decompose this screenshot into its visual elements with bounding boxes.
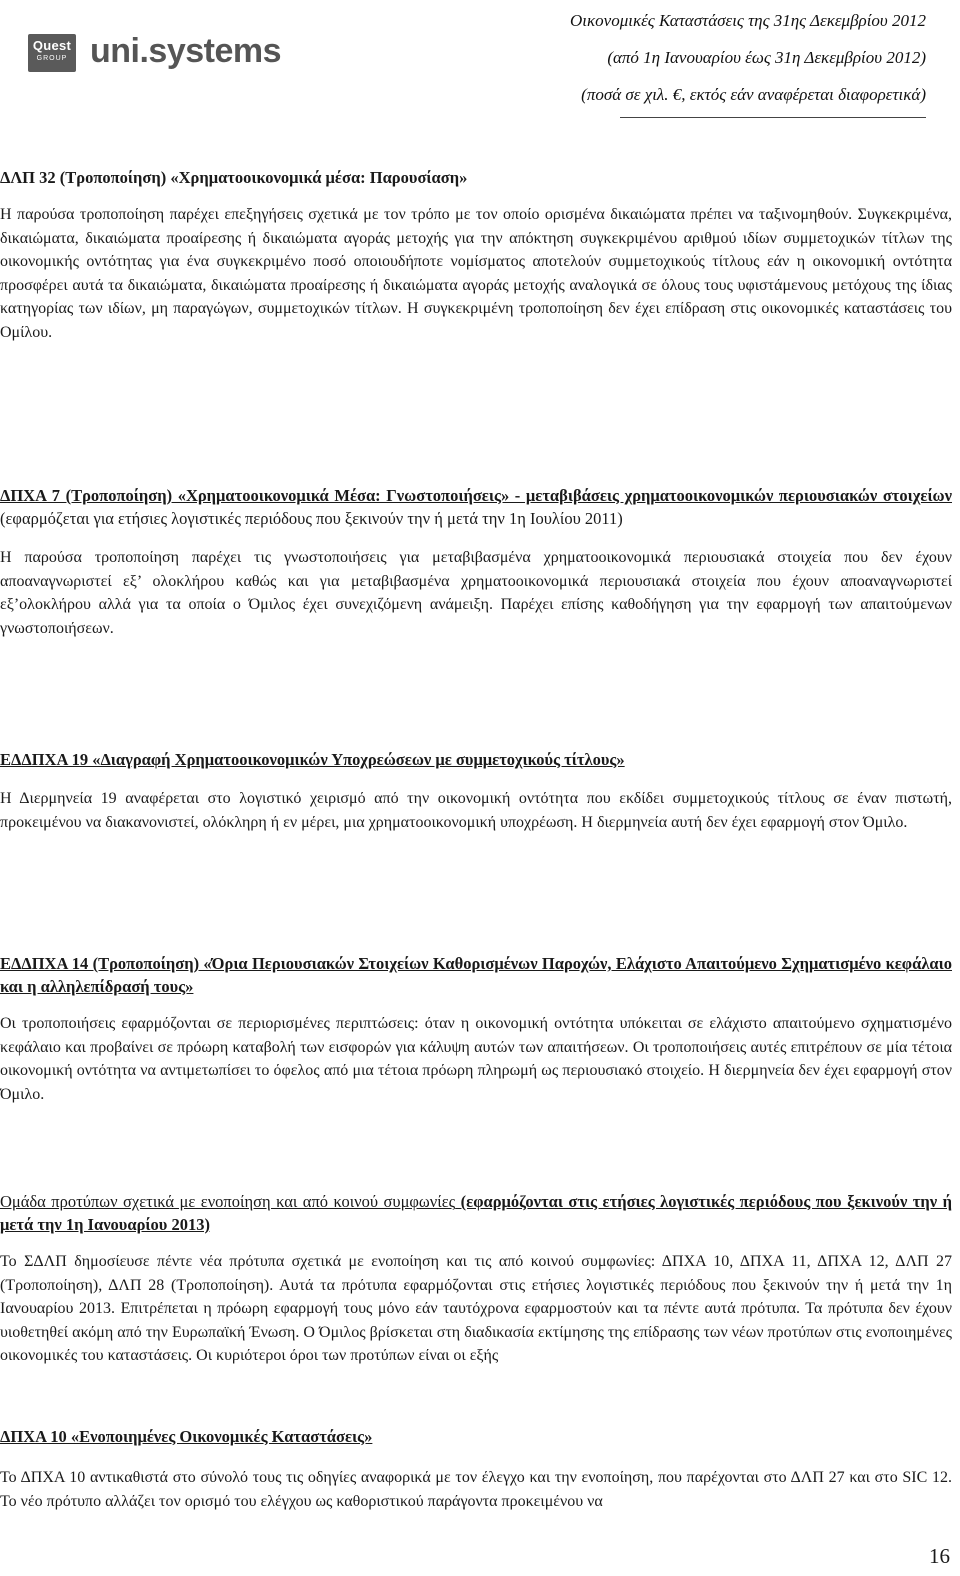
quest-group-logo <box>28 34 76 72</box>
section-body: Οι τροποποιήσεις εφαρμόζονται σε περιορισμένες περιπτώσεις: όταν η οικονομική οντότητα υπόκειται σε ελάχιστο απαιτούμενο σχηματισμένο κεφάλαιο και προβαίνει σε πρόωρη καταβολή των εισφορών για κάλυψη αυτών των απαιτήσεων. Οι τροποποιήσεις αυτές επιτρέπουν σε μία τέτοια οικονομική οντότητα να αντιμετωπίσει το όφελος από μια τέτοια πρόωρη πληρωμή ως περιουσιακό στοιχείο. Η διερμηνεία δεν έχει εφαρμογή στον Όμιλο. <box>0 1015 952 1103</box>
section-ifrs10 <box>0 1425 952 1513</box>
section-title: ΔΠΧΑ 7 (Τροποποίηση) «Χρηματοοικονομικά Μέσα: Γνωστοποιήσεις» - μεταβιβάσεις χρηματοοικονομικών περιουσιακών στοιχείων (εφαρμόζεται για ετήσιες λογιστικές περιόδους που ξεκινούν την ή μετά την 1η Ιουλίου 2011) <box>0 486 952 528</box>
section-title: ΕΔΔΠΧΑ 14 (Τροποποίηση) «Όρια Περιουσιακών Στοιχείων Καθορισμένων Παροχών, Ελάχιστο Απαιτούμενο Σχηματισμένο κεφάλαιο και η αλληλεπίδρασή τους» <box>0 954 952 996</box>
logo-top-text: Quest <box>32 38 72 53</box>
logo-bottom-text: GROUP <box>36 55 68 62</box>
header-line-2: (από 1η Ιανουαρίου έως 31η Δεκεμβρίου 2012) <box>607 48 926 67</box>
section-ias32 <box>0 166 952 344</box>
section-title-note: (εφαρμόζεται για ετήσιες λογιστικές περιόδους που ξεκινούν την ή μετά την 1η Ιουλίου 2011) <box>0 509 623 528</box>
page-number: 16 <box>929 1544 950 1568</box>
brand-name: uni.systems <box>90 32 282 70</box>
section-body: Η παρούσα τροποποίηση παρέχει επεξηγήσεις σχετικά με τον τρόπο με τον οποίο ορισμένα δικαιώματα πρέπει να ταξινομηθούν. Συγκεκριμένα, δικαιώματα, δικαιώματα προαίρεσης ή δικαιώματα αγοράς μετοχής για την απόκτηση συγκεκριμένου αριθμού ιδίων συμμετοχικών τίτλων της οικονομικής οντότητας για ένα συγκεκριμένο ποσό οποιουδήποτε νομίσματος αποτελούν συμμετοχικούς τίτλους εάν η οικονομική οντότητα προσφέρει αυτά τα δικαιώματα, δικαιώματα προαίρεσης ή δικαιώματα αγοράς μετοχής αναλογικά σε όλους τους υφιστάμενους μετόχους της ίδιας κατηγορίας των ιδίων, μη παραγώγων, συμμετοχικών τίτλων. Η συγκεκριμένη τροποποίηση δεν έχει επίδραση στις οικονομικές καταστάσεις του Ομίλου. <box>0 206 952 341</box>
section-title-note: (εφαρμόζονται στις ετήσιες λογιστικές περιόδους που ξεκινούν την ή μετά την 1η Ιανουαρίου 2013) <box>0 1192 953 1234</box>
header-rule <box>620 117 926 118</box>
page-header <box>0 0 960 118</box>
section-body: Το ΔΠΧΑ 10 αντικαθιστά στο σύνολό τους τις οδηγίες αναφορικά με τον έλεγχο και την ενοποίηση, που παρέχονται στο ΔΛΠ 27 και στο SIC 12. Το νέο πρότυπο αλλάζει τον ορισμό του ελέγχου ως καθοριστικού παράγοντα προκειμένου να <box>0 1469 952 1510</box>
section-body: Η παρούσα τροποποίηση παρέχει τις γνωστοποιήσεις για μεταβιβασμένα χρηματοοικονομικά περιουσιακά στοιχεία που δεν έχουν αποαναγνωριστεί εξ’ ολοκλήρου καθώς και για μεταβιβασμένα χρηματοοικονομικά περιουσιακά στοιχεία που έχουν αποαναγνωριστεί εξ’ολοκλήρου αλλά για τα οποία ο Όμιλος έχει συνεχιζόμενη ανάμειξη. Παρέχει επίσης καθοδήγηση για την εφαρμογή των απαιτούμενων γνωστοποιήσεων. <box>0 549 952 637</box>
section-title: ΔΛΠ 32 (Τροποποίηση) «Χρηματοοικονομικά μέσα: Παρουσίαση» <box>0 168 468 187</box>
header-line-3: (ποσά σε χιλ. €, εκτός εάν αναφέρεται διαφορετικά) <box>581 85 926 104</box>
section-consolidation-group <box>0 1190 952 1368</box>
section-ifric14 <box>0 952 952 1106</box>
header-text-block <box>570 2 926 113</box>
section-ifric19 <box>0 748 952 834</box>
section-ifrs7 <box>0 484 952 640</box>
section-body: Η Διερμηνεία 19 αναφέρεται στο λογιστικό χειρισμό από την οικονομική οντότητα που εκδίδει συμμετοχικούς τίτλους σε έναν πιστωτή, προκειμένου να διακανονιστεί, ολόκληρη ή εν μέρει, μια χρηματοοικονομική υποχρέωση. Η διερμηνεία αυτή δεν έχει εφαρμογή στον Όμιλο. <box>0 790 952 831</box>
section-title: ΕΔΔΠΧΑ 19 «Διαγραφή Χρηματοοικονομικών Υποχρεώσεων με συμμετοχικούς τίτλους» <box>0 750 625 769</box>
header-line-1: Οικονομικές Καταστάσεις της 31ης Δεκεμβρίου 2012 <box>569 11 926 30</box>
section-title: Ομάδα προτύπων σχετικά με ενοποίηση και από κοινού συμφωνίες (εφαρμόζονται στις ετήσιες λογιστικές περιόδους που ξεκινούν την ή μετά την 1η Ιανουαρίου 2013) <box>0 1192 953 1234</box>
section-title: ΔΠΧΑ 10 «Ενοποιημένες Οικονομικές Καταστάσεις» <box>0 1427 373 1446</box>
section-body: Το ΣΔΛΠ δημοσίευσε πέντε νέα πρότυπα σχετικά με ενοποίηση και τις από κοινού συμφωνίες: ΔΠΧΑ 10, ΔΠΧΑ 11, ΔΠΧΑ 12, ΔΛΠ 27 (Τροποποίηση), ΔΛΠ 28 (Τροποποίηση). Αυτά τα πρότυπα εφαρμόζονται στις ετήσιες λογιστικές περιόδους που ξεκινούν την ή μετά την 1η Ιανουαρίου 2013. Επιτρέπεται η πρόωρη εφαρμογή τους μόνο εάν ταυτόχρονα εφαρμοστούν και τα πέντε αυτά πρότυπα. Τα πρότυπα δεν έχουν υιοθετηθεί ακόμη από την Ευρωπαϊκή Ένωση. Ο Όμιλος βρίσκεται στη διαδικασία εκτίμησης της επίδρασης των νέων προτύπων στις ενοποιημένες οικονομικές του καταστάσεις. Οι κυριότεροι όροι των προτύπων είναι οι εξής <box>0 1253 952 1364</box>
